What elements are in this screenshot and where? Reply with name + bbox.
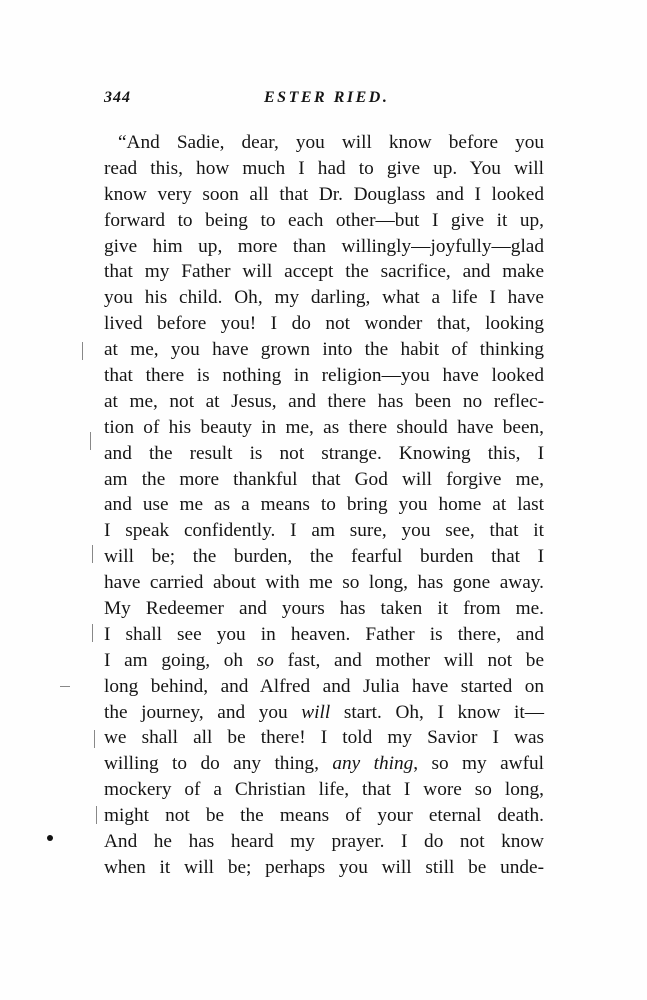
text-line: will be; the burden, the fearful burden that I <box>104 546 544 568</box>
italic-emphasis: any thing <box>332 753 414 775</box>
text-line: I am going, oh so fast, and mother will not be <box>104 649 545 671</box>
text-line: And he has heard my prayer. I do not know <box>104 831 544 853</box>
text-line: I speak confidently. I am sure, you see, that it <box>104 520 544 542</box>
text-line: know very soon all that Dr. Douglass and I looked <box>104 183 544 205</box>
text-line: at me, you have grown into the habit of thinking <box>104 339 544 361</box>
text-line: long behind, and Alfred and Julia have started on <box>104 675 544 697</box>
margin-mark <box>94 730 95 748</box>
running-head <box>104 89 564 113</box>
text-line: that my Father will accept the sacrifice, and make <box>104 261 544 283</box>
body-text <box>104 130 544 881</box>
text-line: forward to being to each other—but I give it up, <box>104 209 544 231</box>
margin-mark <box>60 686 70 687</box>
text-line: and use me as a means to bring you home at last <box>104 494 544 516</box>
text-line: have carried about with me so long, has gone away. <box>104 572 544 594</box>
text-line: My Redeemer and yours has taken it from me. <box>104 598 544 620</box>
text-line: “And Sadie, dear, you will know before you <box>118 132 544 153</box>
text-line: lived before you! I do not wonder that, looking <box>104 313 544 335</box>
text-line: that there is nothing in religion—you have looked <box>104 365 544 387</box>
text-line: give him up, more than willingly—joyfully—glad <box>104 235 544 257</box>
text-line: the journey, and you will start. Oh, I know it— <box>104 701 544 723</box>
italic-emphasis: will <box>301 701 331 723</box>
margin-mark <box>82 342 83 360</box>
text-line: mockery of a Christian life, that I wore so long, <box>104 779 544 801</box>
text-line: tion of his beauty in me, as there should have been, <box>104 416 544 438</box>
margin-mark <box>96 806 97 824</box>
text-line: when it will be; perhaps you will still be unde- <box>104 856 544 878</box>
italic-emphasis: so <box>256 649 274 671</box>
text-line: at me, not at Jesus, and there has been no reflec- <box>104 390 544 412</box>
text-line: read this, how much I had to give up. You will <box>104 157 544 179</box>
margin-mark <box>90 432 91 450</box>
page-number: 344 <box>104 89 131 106</box>
text-line: I shall see you in heaven. Father is there, and <box>104 623 544 645</box>
ink-speck <box>47 835 53 841</box>
text-line: willing to do any thing, any thing, so my awful <box>104 753 545 775</box>
text-line: we shall all be there! I told my Savior I was <box>104 727 544 749</box>
margin-mark <box>92 624 93 642</box>
text-line: might not be the means of your eternal death. <box>104 805 544 827</box>
margin-mark <box>92 545 93 563</box>
running-title: ESTER RIED. <box>264 89 390 106</box>
text-line: you his child. Oh, my darling, what a life I have <box>104 287 544 309</box>
text-line: and the result is not strange. Knowing this, I <box>104 442 544 464</box>
text-line: am the more thankful that God will forgive me, <box>104 468 544 490</box>
